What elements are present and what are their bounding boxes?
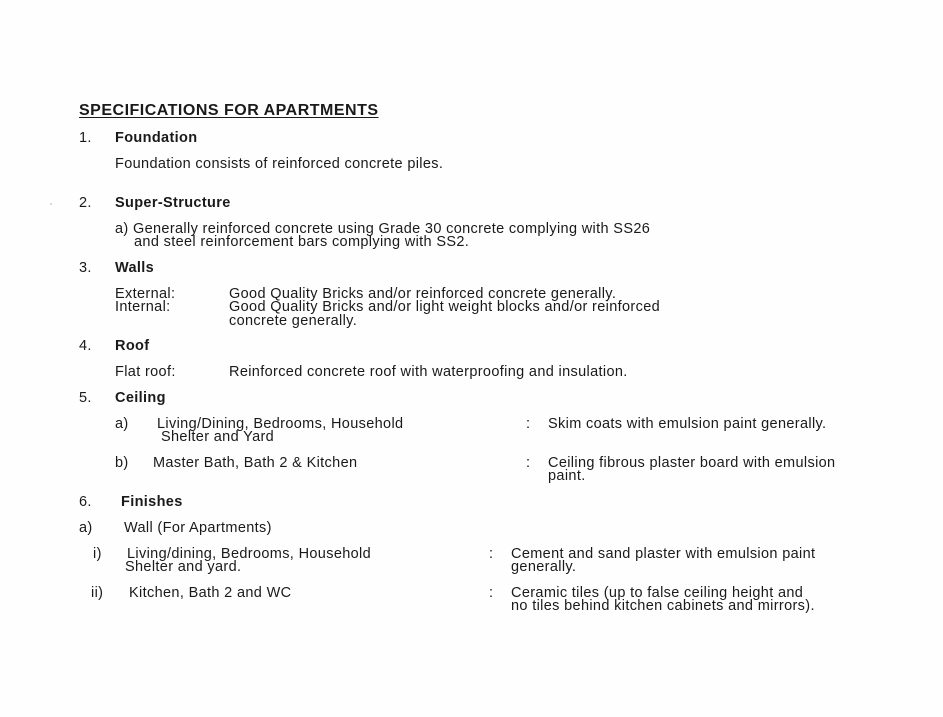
section-number: 2. (79, 195, 92, 211)
finishes-item-area: Kitchen, Bath 2 and WC (129, 585, 292, 601)
section-heading-foundation: Foundation (115, 130, 198, 146)
page-title: SPECIFICATIONS FOR APARTMENTS (79, 102, 379, 119)
section-number: 3. (79, 260, 92, 276)
ceiling-item-spec-cont: paint. (548, 468, 586, 484)
section-heading-walls: Walls (115, 260, 155, 276)
finishes-item-spec: Cement and sand plaster with emulsion paint (511, 546, 816, 562)
walls-external-label: External: (115, 286, 176, 302)
foundation-text: Foundation consists of reinforced concrete piles. (115, 156, 444, 172)
ceiling-item-marker: b) (115, 455, 129, 471)
finishes-item-marker: i) (93, 546, 102, 562)
section-heading-ceiling: Ceiling (115, 390, 166, 406)
section-number: 4. (79, 338, 92, 354)
roof-label: Flat roof: (115, 364, 176, 380)
ceiling-item-colon: : (526, 455, 531, 471)
walls-internal-line-1: Good Quality Bricks and/or light weight blocks and/or reinforced (229, 299, 661, 315)
ceiling-item-spec: Skim coats with emulsion paint generally. (548, 416, 827, 432)
superstructure-line-2: and steel reinforcement bars complying with SS2. (134, 234, 470, 250)
ceiling-item-spec: Ceiling fibrous plaster board with emulsion (548, 455, 836, 471)
roof-text: Reinforced concrete roof with waterproofing and insulation. (229, 364, 628, 380)
walls-internal-label: Internal: (115, 299, 171, 315)
finishes-item-spec-cont: generally. (511, 559, 577, 575)
ceiling-item-area: Master Bath, Bath 2 & Kitchen (153, 455, 358, 471)
finishes-sub-marker: a) (79, 520, 93, 536)
finishes-item-colon: : (489, 546, 494, 562)
ceiling-item-marker: a) (115, 416, 129, 432)
finishes-item-spec: Ceramic tiles (up to false ceiling height and (511, 585, 804, 601)
finishes-item-spec-cont: no tiles behind kitchen cabinets and mirrors). (511, 598, 815, 614)
section-number: 6. (79, 494, 92, 510)
finishes-item-area-cont: Shelter and yard. (125, 559, 242, 575)
section-heading-superstructure: Super-Structure (115, 195, 231, 211)
ceiling-item-area: Living/Dining, Bedrooms, Household (157, 416, 404, 432)
section-heading-finishes: Finishes (121, 494, 183, 510)
ceiling-item-area-cont: Shelter and Yard (161, 429, 275, 445)
finishes-item-colon: : (489, 585, 494, 601)
superstructure-line-1: a) Generally reinforced concrete using Grade 30 concrete complying with SS26 (115, 221, 651, 237)
section-number: 1. (79, 130, 92, 146)
finishes-item-marker: ii) (91, 585, 104, 601)
section-number: 5. (79, 390, 92, 406)
finishes-item-area: Living/dining, Bedrooms, Household (127, 546, 372, 562)
finishes-sub-heading: Wall (For Apartments) (124, 520, 272, 536)
walls-internal-line-2: concrete generally. (229, 313, 358, 329)
scan-speck (50, 203, 52, 205)
ceiling-item-colon: : (526, 416, 531, 432)
walls-external-text: Good Quality Bricks and/or reinforced concrete generally. (229, 286, 617, 302)
section-heading-roof: Roof (115, 338, 150, 354)
